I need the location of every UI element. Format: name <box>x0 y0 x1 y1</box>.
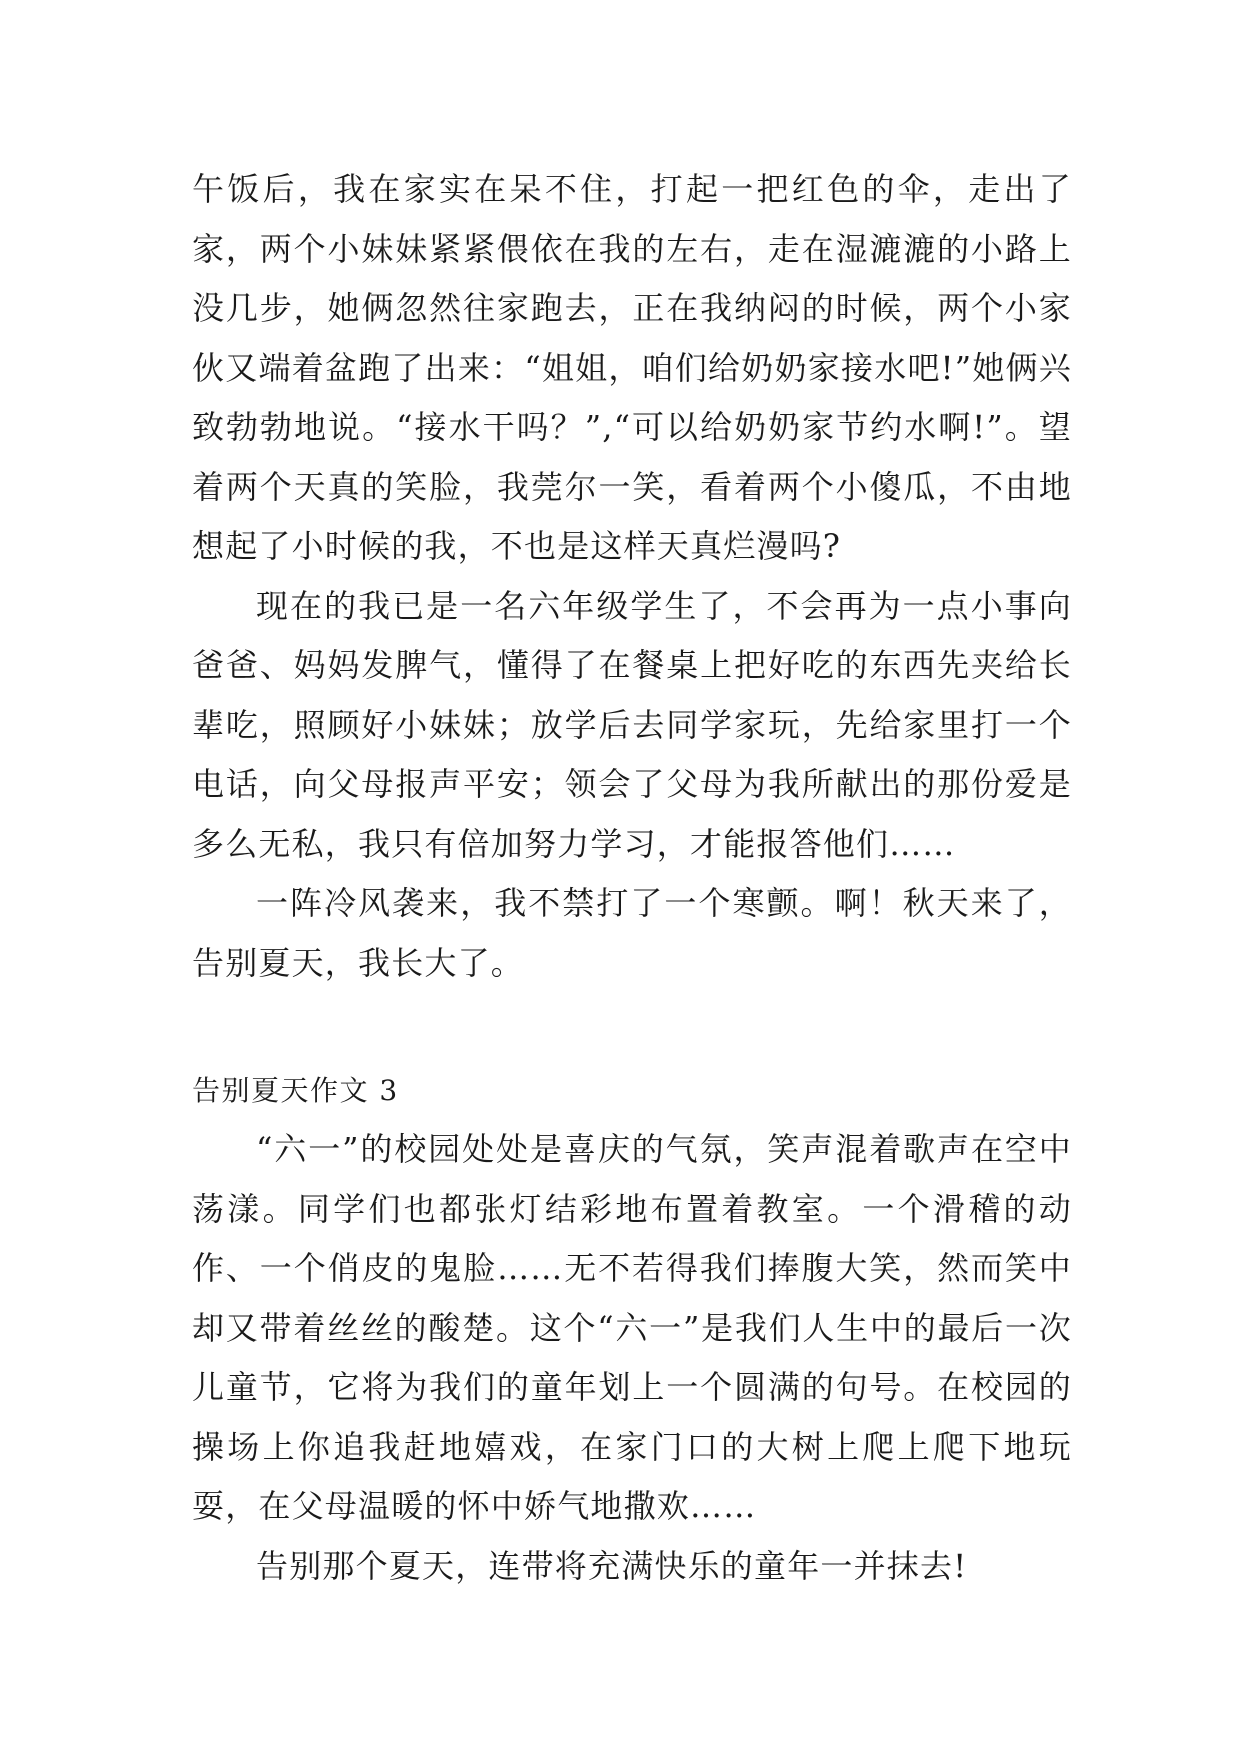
paragraph-farewell-summer: 告别那个夏天，连带将充满快乐的童年一并抹去! <box>256 1546 968 1585</box>
section-heading: 告别夏天作文 3 <box>192 1074 399 1107</box>
paragraph-grown-up: 现在的我已是一名六年级学生了，不会再为一点小事向爸爸、妈妈发脾气，懂得了在餐桌上把好吃的东西先夹给长辈吃，照顾好小妹妹；放学后去同学家玩，先给家里打一个电话，向父母报声平安；领会了父母为我所献出的那份爱是多么无私，我只有倍加努力学习，才能报答他们…… <box>192 586 1072 863</box>
section-spacer <box>192 993 1072 1061</box>
document-body <box>192 160 1072 1596</box>
paragraph-autumn-arrives: 一阵冷风袭来，我不禁打了一个寒颤。啊！秋天来了，告别夏天，我长大了。 <box>192 884 1072 982</box>
paragraph-childrens-day: “六一”的校园处处是喜庆的气氛，笑声混着歌声在空中荡漾。同学们也都张灯结彩地布置着教室。一个滑稽的动作、一个俏皮的鬼脸……无不若得我们捧腹大笑，然而笑中却又带着丝丝的酸楚。这个“六一”是我们人生中的最后一次儿童节，它将为我们的童年划上一个圆满的句号。在校园的操场上你追我赶地嬉戏，在家门口的大树上爬上爬下地玩耍，在父母温暖的怀中娇气地撒欢…… <box>192 1130 1072 1525</box>
paragraph-afternoon-rain: 午饭后，我在家实在呆不住，打起一把红色的伞，走出了家，两个小妹妹紧紧偎依在我的左右，走在湿漉漉的小路上没几步，她俩忽然往家跑去，正在我纳闷的时候，两个小家伙又端着盆跑了出来：“姐姐，咱们给奶奶家接水吧!”她俩兴致勃勃地说。“接水干吗？”,“可以给奶奶家节约水啊!”。望着两个天真的笑脸，我莞尔一笑，看着两个小傻瓜，不由地想起了小时候的我，不也是这样天真烂漫吗? <box>192 170 1072 565</box>
